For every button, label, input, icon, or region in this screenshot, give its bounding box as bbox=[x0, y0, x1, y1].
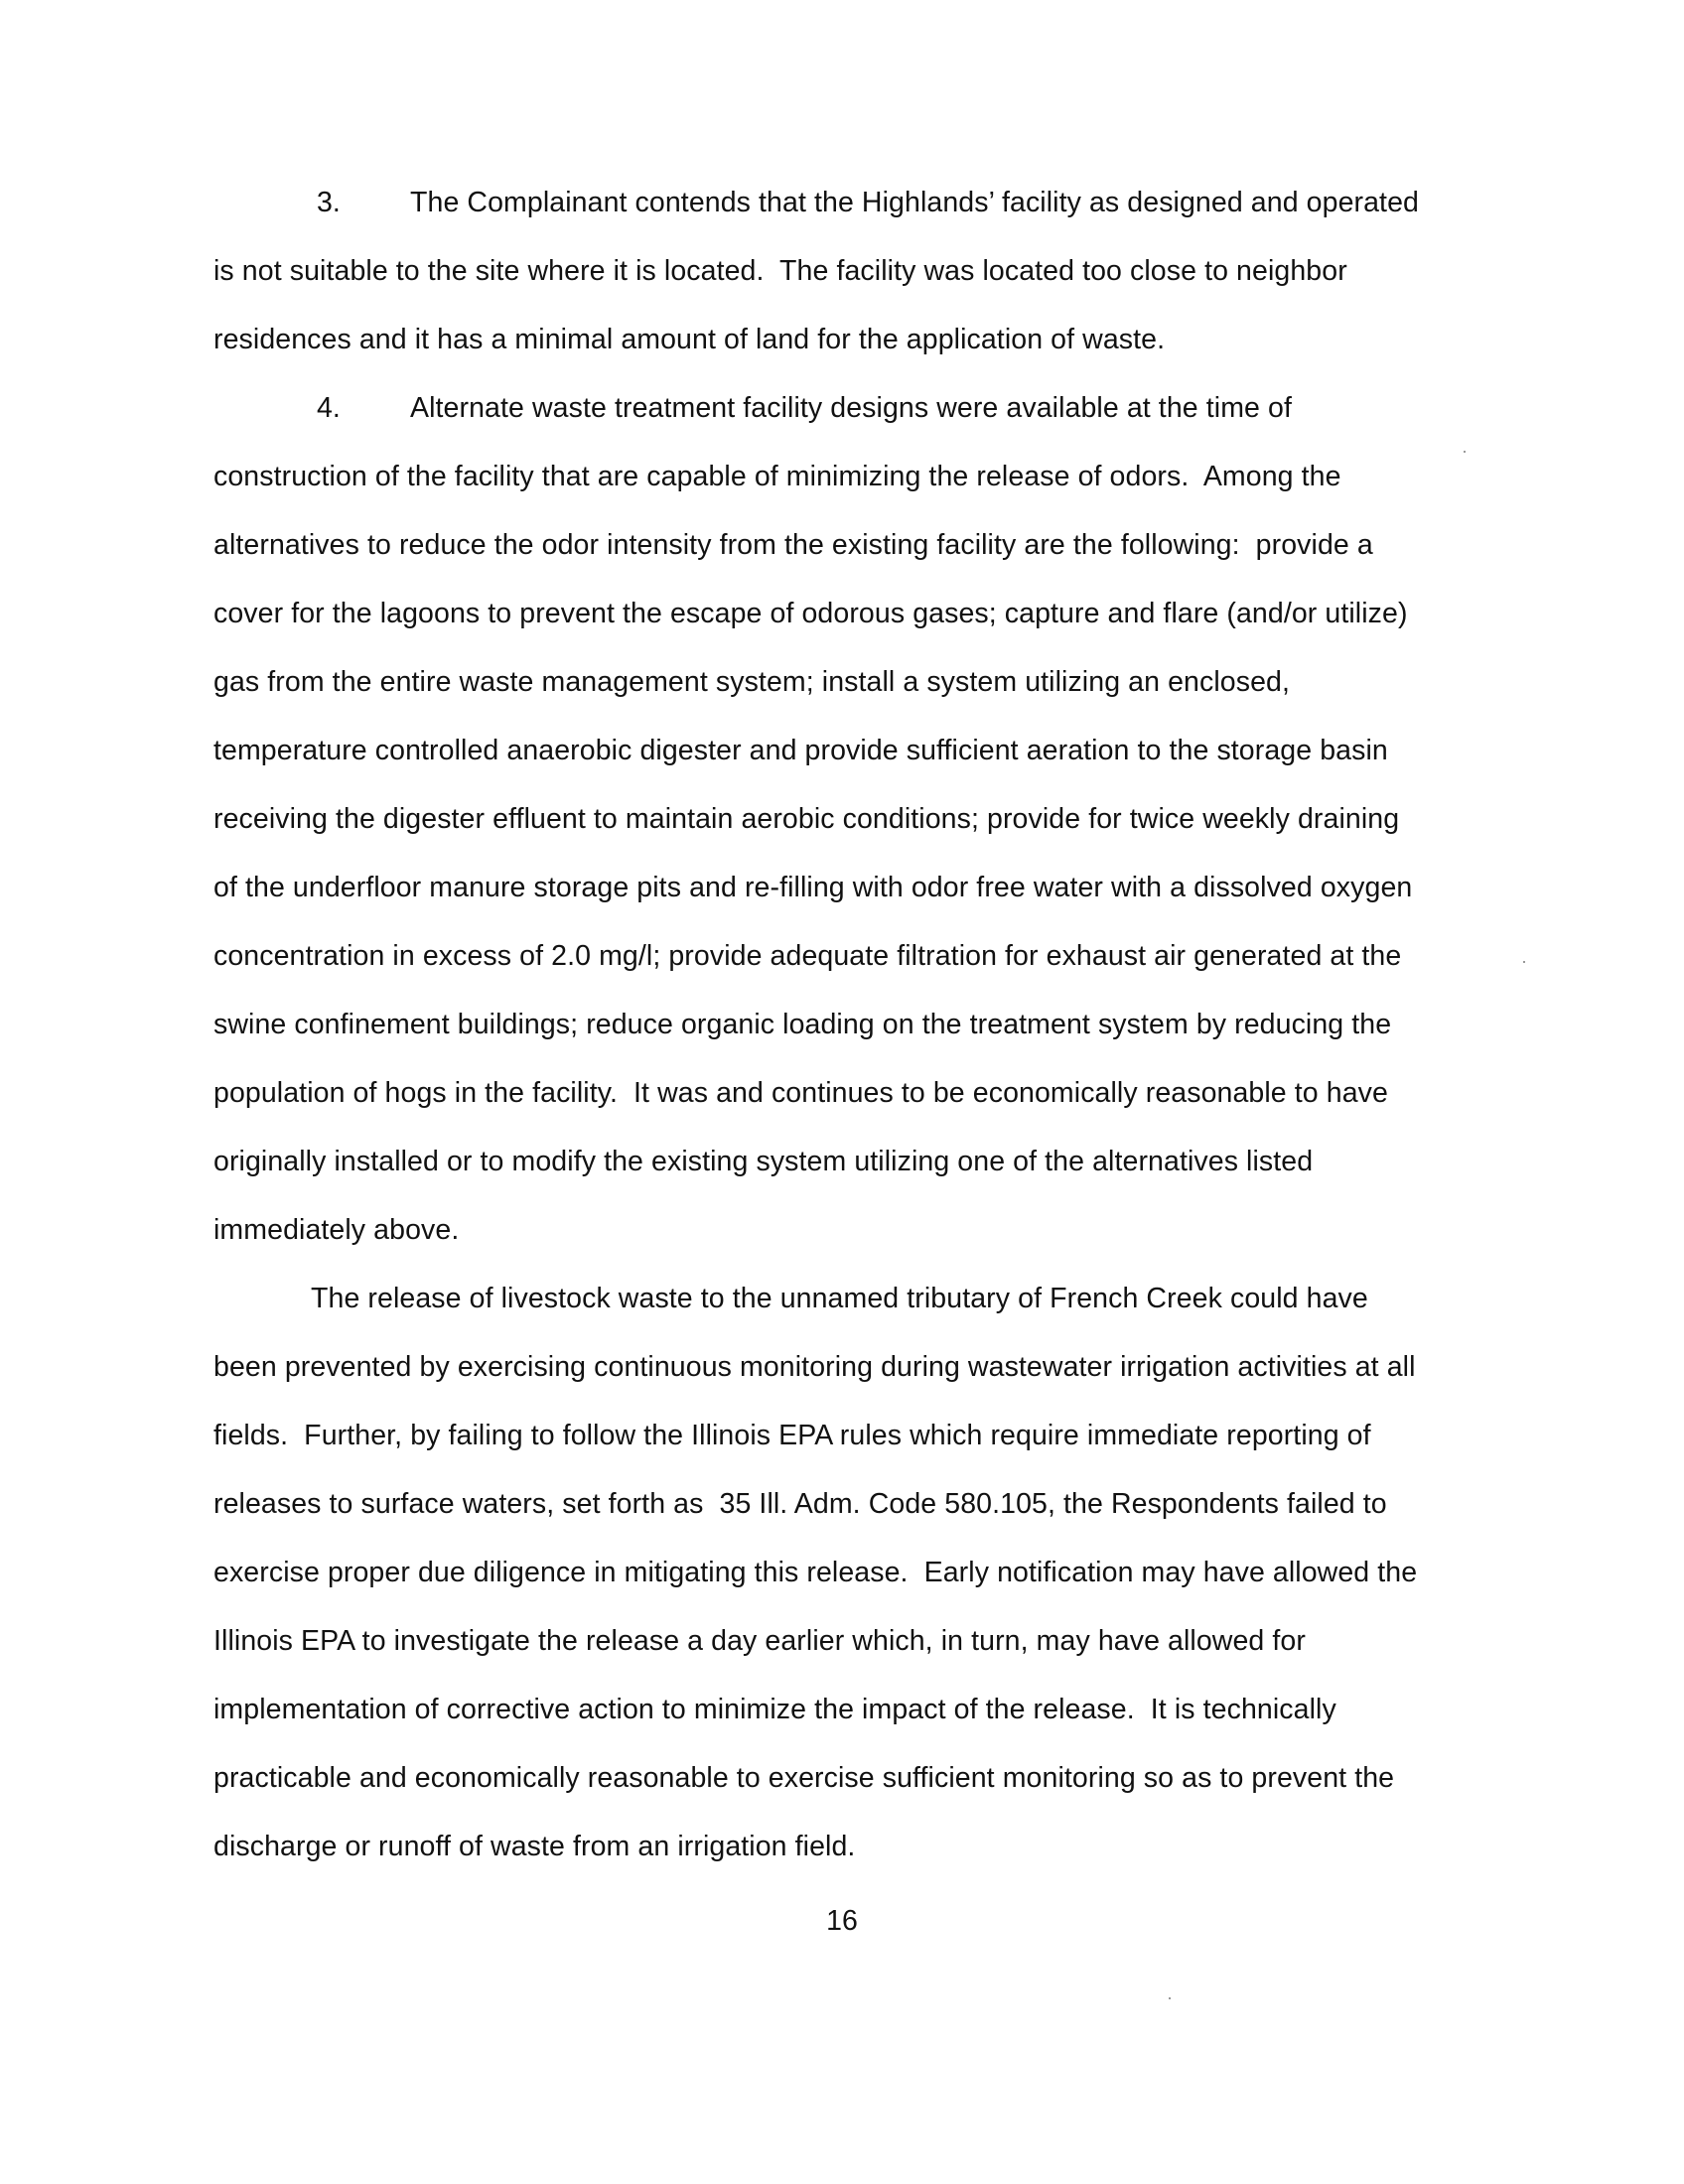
paragraph-line: implementation of corrective action to minimize the impact of the release. It is technically bbox=[213, 1694, 1336, 1725]
scan-speck bbox=[1464, 451, 1466, 453]
paragraph-line: is not suitable to the site where it is located. The facility was located too close to neighbor bbox=[213, 255, 1347, 287]
scan-speck bbox=[1523, 961, 1525, 963]
scan-speck bbox=[1169, 1997, 1171, 1999]
paragraph-line: The Complainant contends that the Highlands’ facility as designed and operated bbox=[410, 187, 1419, 218]
paragraph-line: discharge or runoff of waste from an irrigation field. bbox=[213, 1831, 856, 1862]
paragraph-line: originally installed or to modify the existing system utilizing one of the alternatives listed bbox=[213, 1146, 1314, 1177]
page-number: 16 bbox=[826, 1905, 858, 1937]
paragraph-line: construction of the facility that are capable of minimizing the release of odors. Among the bbox=[213, 461, 1341, 492]
paragraph-number: 4. bbox=[317, 392, 341, 424]
paragraph-line: The release of livestock waste to the unnamed tributary of French Creek could have bbox=[311, 1283, 1368, 1314]
paragraph-line: gas from the entire waste management system; install a system utilizing an enclosed, bbox=[213, 666, 1290, 698]
paragraph-line: cover for the lagoons to prevent the escape of odorous gases; capture and flare (and/or utilize) bbox=[213, 598, 1408, 629]
paragraph-line: Illinois EPA to investigate the release a day earlier which, in turn, may have allowed for bbox=[213, 1625, 1306, 1657]
paragraph-line: exercise proper due diligence in mitigating this release. Early notification may have allowed the bbox=[213, 1557, 1418, 1588]
paragraph-line: alternatives to reduce the odor intensity from the existing facility are the following: provide a bbox=[213, 529, 1373, 561]
paragraph-line: been prevented by exercising continuous monitoring during wastewater irrigation activities at all bbox=[213, 1351, 1416, 1383]
paragraph-line: temperature controlled anaerobic digester and provide sufficient aeration to the storage basin bbox=[213, 735, 1388, 766]
paragraph-line: releases to surface waters, set forth as 35 Ill. Adm. Code 580.105, the Respondents failed to bbox=[213, 1488, 1387, 1520]
paragraph-line: population of hogs in the facility. It was and continues to be economically reasonable to have bbox=[213, 1077, 1388, 1109]
paragraph-line: immediately above. bbox=[213, 1214, 460, 1246]
paragraph-line: fields. Further, by failing to follow the Illinois EPA rules which require immediate reporting of bbox=[213, 1420, 1371, 1451]
paragraph-line: practicable and economically reasonable to exercise sufficient monitoring so as to prevent the bbox=[213, 1762, 1395, 1794]
paragraph-line: of the underfloor manure storage pits and re-filling with odor free water with a dissolved oxygen bbox=[213, 872, 1413, 903]
paragraph-line: Alternate waste treatment facility designs were available at the time of bbox=[410, 392, 1292, 424]
paragraph-line: receiving the digester effluent to maintain aerobic conditions; provide for twice weekly draining bbox=[213, 803, 1400, 835]
paragraph-line: swine confinement buildings; reduce organic loading on the treatment system by reducing the bbox=[213, 1009, 1392, 1040]
paragraph-number: 3. bbox=[317, 187, 341, 218]
paragraph-line: concentration in excess of 2.0 mg/l; provide adequate filtration for exhaust air generated at the bbox=[213, 940, 1402, 972]
paragraph-line: residences and it has a minimal amount of land for the application of waste. bbox=[213, 324, 1166, 355]
